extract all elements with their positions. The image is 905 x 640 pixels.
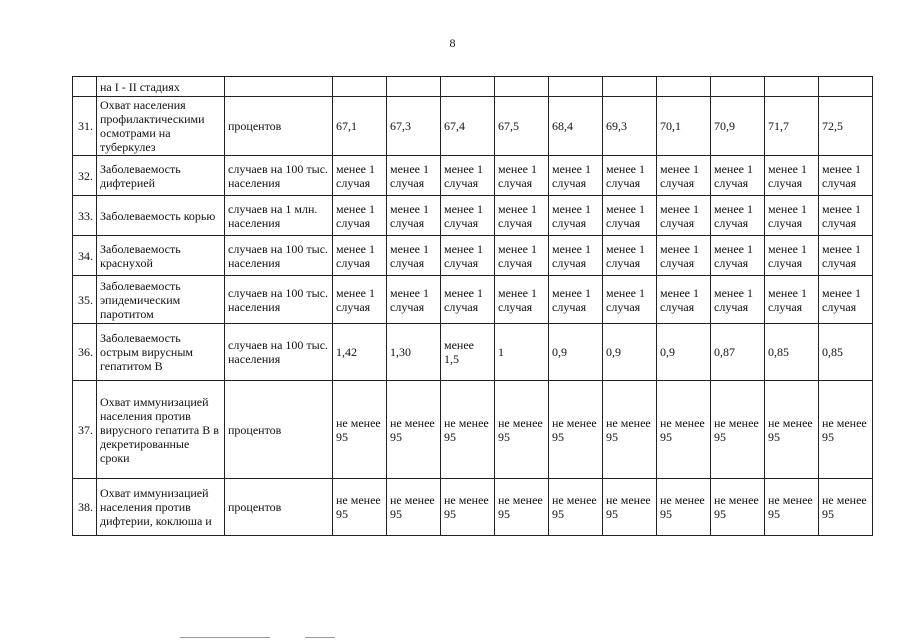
indicator-name: Заболеваемость острым вирусным гепатитом В bbox=[97, 324, 225, 381]
row-number bbox=[73, 77, 97, 97]
row-number: 34. bbox=[73, 236, 97, 276]
table-row bbox=[73, 236, 873, 276]
value-cell: менее 1 случая bbox=[549, 156, 603, 196]
page-number: 8 bbox=[449, 36, 456, 50]
unit-cell: случаев на 100 тыс. населения bbox=[225, 324, 333, 381]
value-cell: 0,9 bbox=[657, 324, 711, 381]
value-cell: менее 1 случая bbox=[603, 276, 657, 324]
table-row bbox=[73, 381, 873, 479]
value-cell: не менее 95 bbox=[333, 479, 387, 536]
indicator-name: Охват иммунизацией населения против вирусного гепатита В в декретированные сроки bbox=[97, 381, 225, 479]
value-cell: не менее 95 bbox=[495, 381, 549, 479]
unit-cell bbox=[225, 77, 333, 97]
unit-cell: процентов bbox=[225, 97, 333, 156]
value-cell: не менее 95 bbox=[387, 381, 441, 479]
value-cell: 1 bbox=[495, 324, 549, 381]
value-cell: менее 1 случая bbox=[387, 196, 441, 236]
table-row bbox=[73, 156, 873, 196]
value-cell: менее 1 случая bbox=[657, 156, 711, 196]
value-cell: 67,1 bbox=[333, 97, 387, 156]
value-cell bbox=[819, 77, 873, 97]
value-cell: менее 1 случая bbox=[333, 276, 387, 324]
value-cell: менее 1 случая bbox=[711, 236, 765, 276]
value-cell: менее 1 случая bbox=[333, 156, 387, 196]
value-cell: менее 1 случая bbox=[765, 276, 819, 324]
value-cell: менее 1,5 bbox=[441, 324, 495, 381]
indicator-name: Заболеваемость эпидемическим паротитом bbox=[97, 276, 225, 324]
value-cell: менее 1 случая bbox=[819, 196, 873, 236]
value-cell: менее 1 случая bbox=[333, 196, 387, 236]
value-cell: менее 1 случая bbox=[657, 196, 711, 236]
indicator-name: Охват населения профилактическими осмотрами на туберкулез bbox=[97, 97, 225, 156]
row-number: 36. bbox=[73, 324, 97, 381]
unit-cell: процентов bbox=[225, 381, 333, 479]
value-cell: 70,9 bbox=[711, 97, 765, 156]
row-number: 37. bbox=[73, 381, 97, 479]
indicators-table bbox=[72, 76, 873, 536]
value-cell: менее 1 случая bbox=[711, 156, 765, 196]
value-cell: не менее 95 bbox=[819, 381, 873, 479]
value-cell: 1,30 bbox=[387, 324, 441, 381]
value-cell: 0,85 bbox=[819, 324, 873, 381]
footer-line bbox=[180, 637, 270, 638]
value-cell: менее 1 случая bbox=[765, 196, 819, 236]
value-cell: не менее 95 bbox=[549, 479, 603, 536]
value-cell: менее 1 случая bbox=[549, 236, 603, 276]
value-cell: не менее 95 bbox=[657, 381, 711, 479]
table-row bbox=[73, 324, 873, 381]
value-cell: не менее 95 bbox=[711, 479, 765, 536]
value-cell: 0,9 bbox=[549, 324, 603, 381]
value-cell: 69,3 bbox=[603, 97, 657, 156]
value-cell: менее 1 случая bbox=[441, 236, 495, 276]
value-cell bbox=[333, 77, 387, 97]
table-row bbox=[73, 77, 873, 97]
value-cell: менее 1 случая bbox=[765, 236, 819, 276]
value-cell: менее 1 случая bbox=[819, 236, 873, 276]
value-cell: не менее 95 bbox=[603, 479, 657, 536]
table-row bbox=[73, 276, 873, 324]
value-cell: 67,3 bbox=[387, 97, 441, 156]
row-number: 31. bbox=[73, 97, 97, 156]
unit-cell: случаев на 100 тыс. населения bbox=[225, 236, 333, 276]
value-cell: менее 1 случая bbox=[603, 196, 657, 236]
value-cell: менее 1 случая bbox=[441, 156, 495, 196]
table-row bbox=[73, 196, 873, 236]
value-cell: менее 1 случая bbox=[441, 196, 495, 236]
value-cell: 71,7 bbox=[765, 97, 819, 156]
value-cell bbox=[495, 77, 549, 97]
indicator-name: Охват иммунизацией населения против дифтерии, коклюша и bbox=[97, 479, 225, 536]
row-number: 35. bbox=[73, 276, 97, 324]
value-cell bbox=[657, 77, 711, 97]
value-cell: не менее 95 bbox=[765, 381, 819, 479]
value-cell: менее 1 случая bbox=[495, 196, 549, 236]
value-cell: менее 1 случая bbox=[495, 236, 549, 276]
value-cell: менее 1 случая bbox=[387, 276, 441, 324]
value-cell: не менее 95 bbox=[603, 381, 657, 479]
value-cell: не менее 95 bbox=[819, 479, 873, 536]
row-number: 32. bbox=[73, 156, 97, 196]
footer-line bbox=[305, 637, 335, 638]
value-cell: менее 1 случая bbox=[549, 196, 603, 236]
indicator-name: Заболеваемость корью bbox=[97, 196, 225, 236]
value-cell bbox=[387, 77, 441, 97]
value-cell: менее 1 случая bbox=[819, 276, 873, 324]
value-cell bbox=[765, 77, 819, 97]
unit-cell: случаев на 100 тыс. населения bbox=[225, 156, 333, 196]
value-cell bbox=[549, 77, 603, 97]
value-cell: не менее 95 bbox=[495, 479, 549, 536]
indicator-name: на I - II стадиях bbox=[97, 77, 225, 97]
value-cell: 1,42 bbox=[333, 324, 387, 381]
indicator-name: Заболеваемость краснухой bbox=[97, 236, 225, 276]
value-cell: не менее 95 bbox=[765, 479, 819, 536]
value-cell bbox=[711, 77, 765, 97]
value-cell: менее 1 случая bbox=[387, 156, 441, 196]
value-cell: не менее 95 bbox=[387, 479, 441, 536]
value-cell: менее 1 случая bbox=[657, 236, 711, 276]
value-cell: не менее 95 bbox=[441, 381, 495, 479]
value-cell: менее 1 случая bbox=[711, 276, 765, 324]
value-cell: менее 1 случая bbox=[495, 276, 549, 324]
value-cell: 0,9 bbox=[603, 324, 657, 381]
value-cell: менее 1 случая bbox=[333, 236, 387, 276]
value-cell: 67,4 bbox=[441, 97, 495, 156]
value-cell: 70,1 bbox=[657, 97, 711, 156]
unit-cell: случаев на 1 млн. населения bbox=[225, 196, 333, 236]
value-cell: менее 1 случая bbox=[495, 156, 549, 196]
value-cell: не менее 95 bbox=[441, 479, 495, 536]
row-number: 38. bbox=[73, 479, 97, 536]
row-number: 33. bbox=[73, 196, 97, 236]
unit-cell: случаев на 100 тыс. населения bbox=[225, 276, 333, 324]
value-cell: менее 1 случая bbox=[387, 236, 441, 276]
value-cell bbox=[441, 77, 495, 97]
value-cell: не менее 95 bbox=[657, 479, 711, 536]
value-cell: 67,5 bbox=[495, 97, 549, 156]
value-cell: менее 1 случая bbox=[765, 156, 819, 196]
unit-cell: процентов bbox=[225, 479, 333, 536]
value-cell: менее 1 случая bbox=[603, 156, 657, 196]
value-cell: не менее 95 bbox=[549, 381, 603, 479]
value-cell: менее 1 случая bbox=[603, 236, 657, 276]
value-cell: 68,4 bbox=[549, 97, 603, 156]
value-cell: 72,5 bbox=[819, 97, 873, 156]
value-cell: менее 1 случая bbox=[441, 276, 495, 324]
table-row bbox=[73, 479, 873, 536]
value-cell: менее 1 случая bbox=[657, 276, 711, 324]
value-cell: 0,85 bbox=[765, 324, 819, 381]
value-cell: не менее 95 bbox=[333, 381, 387, 479]
value-cell: менее 1 случая bbox=[819, 156, 873, 196]
value-cell: 0,87 bbox=[711, 324, 765, 381]
value-cell bbox=[603, 77, 657, 97]
table-row bbox=[73, 97, 873, 156]
indicator-name: Заболеваемость дифтерией bbox=[97, 156, 225, 196]
value-cell: не менее 95 bbox=[711, 381, 765, 479]
value-cell: менее 1 случая bbox=[549, 276, 603, 324]
value-cell: менее 1 случая bbox=[711, 196, 765, 236]
